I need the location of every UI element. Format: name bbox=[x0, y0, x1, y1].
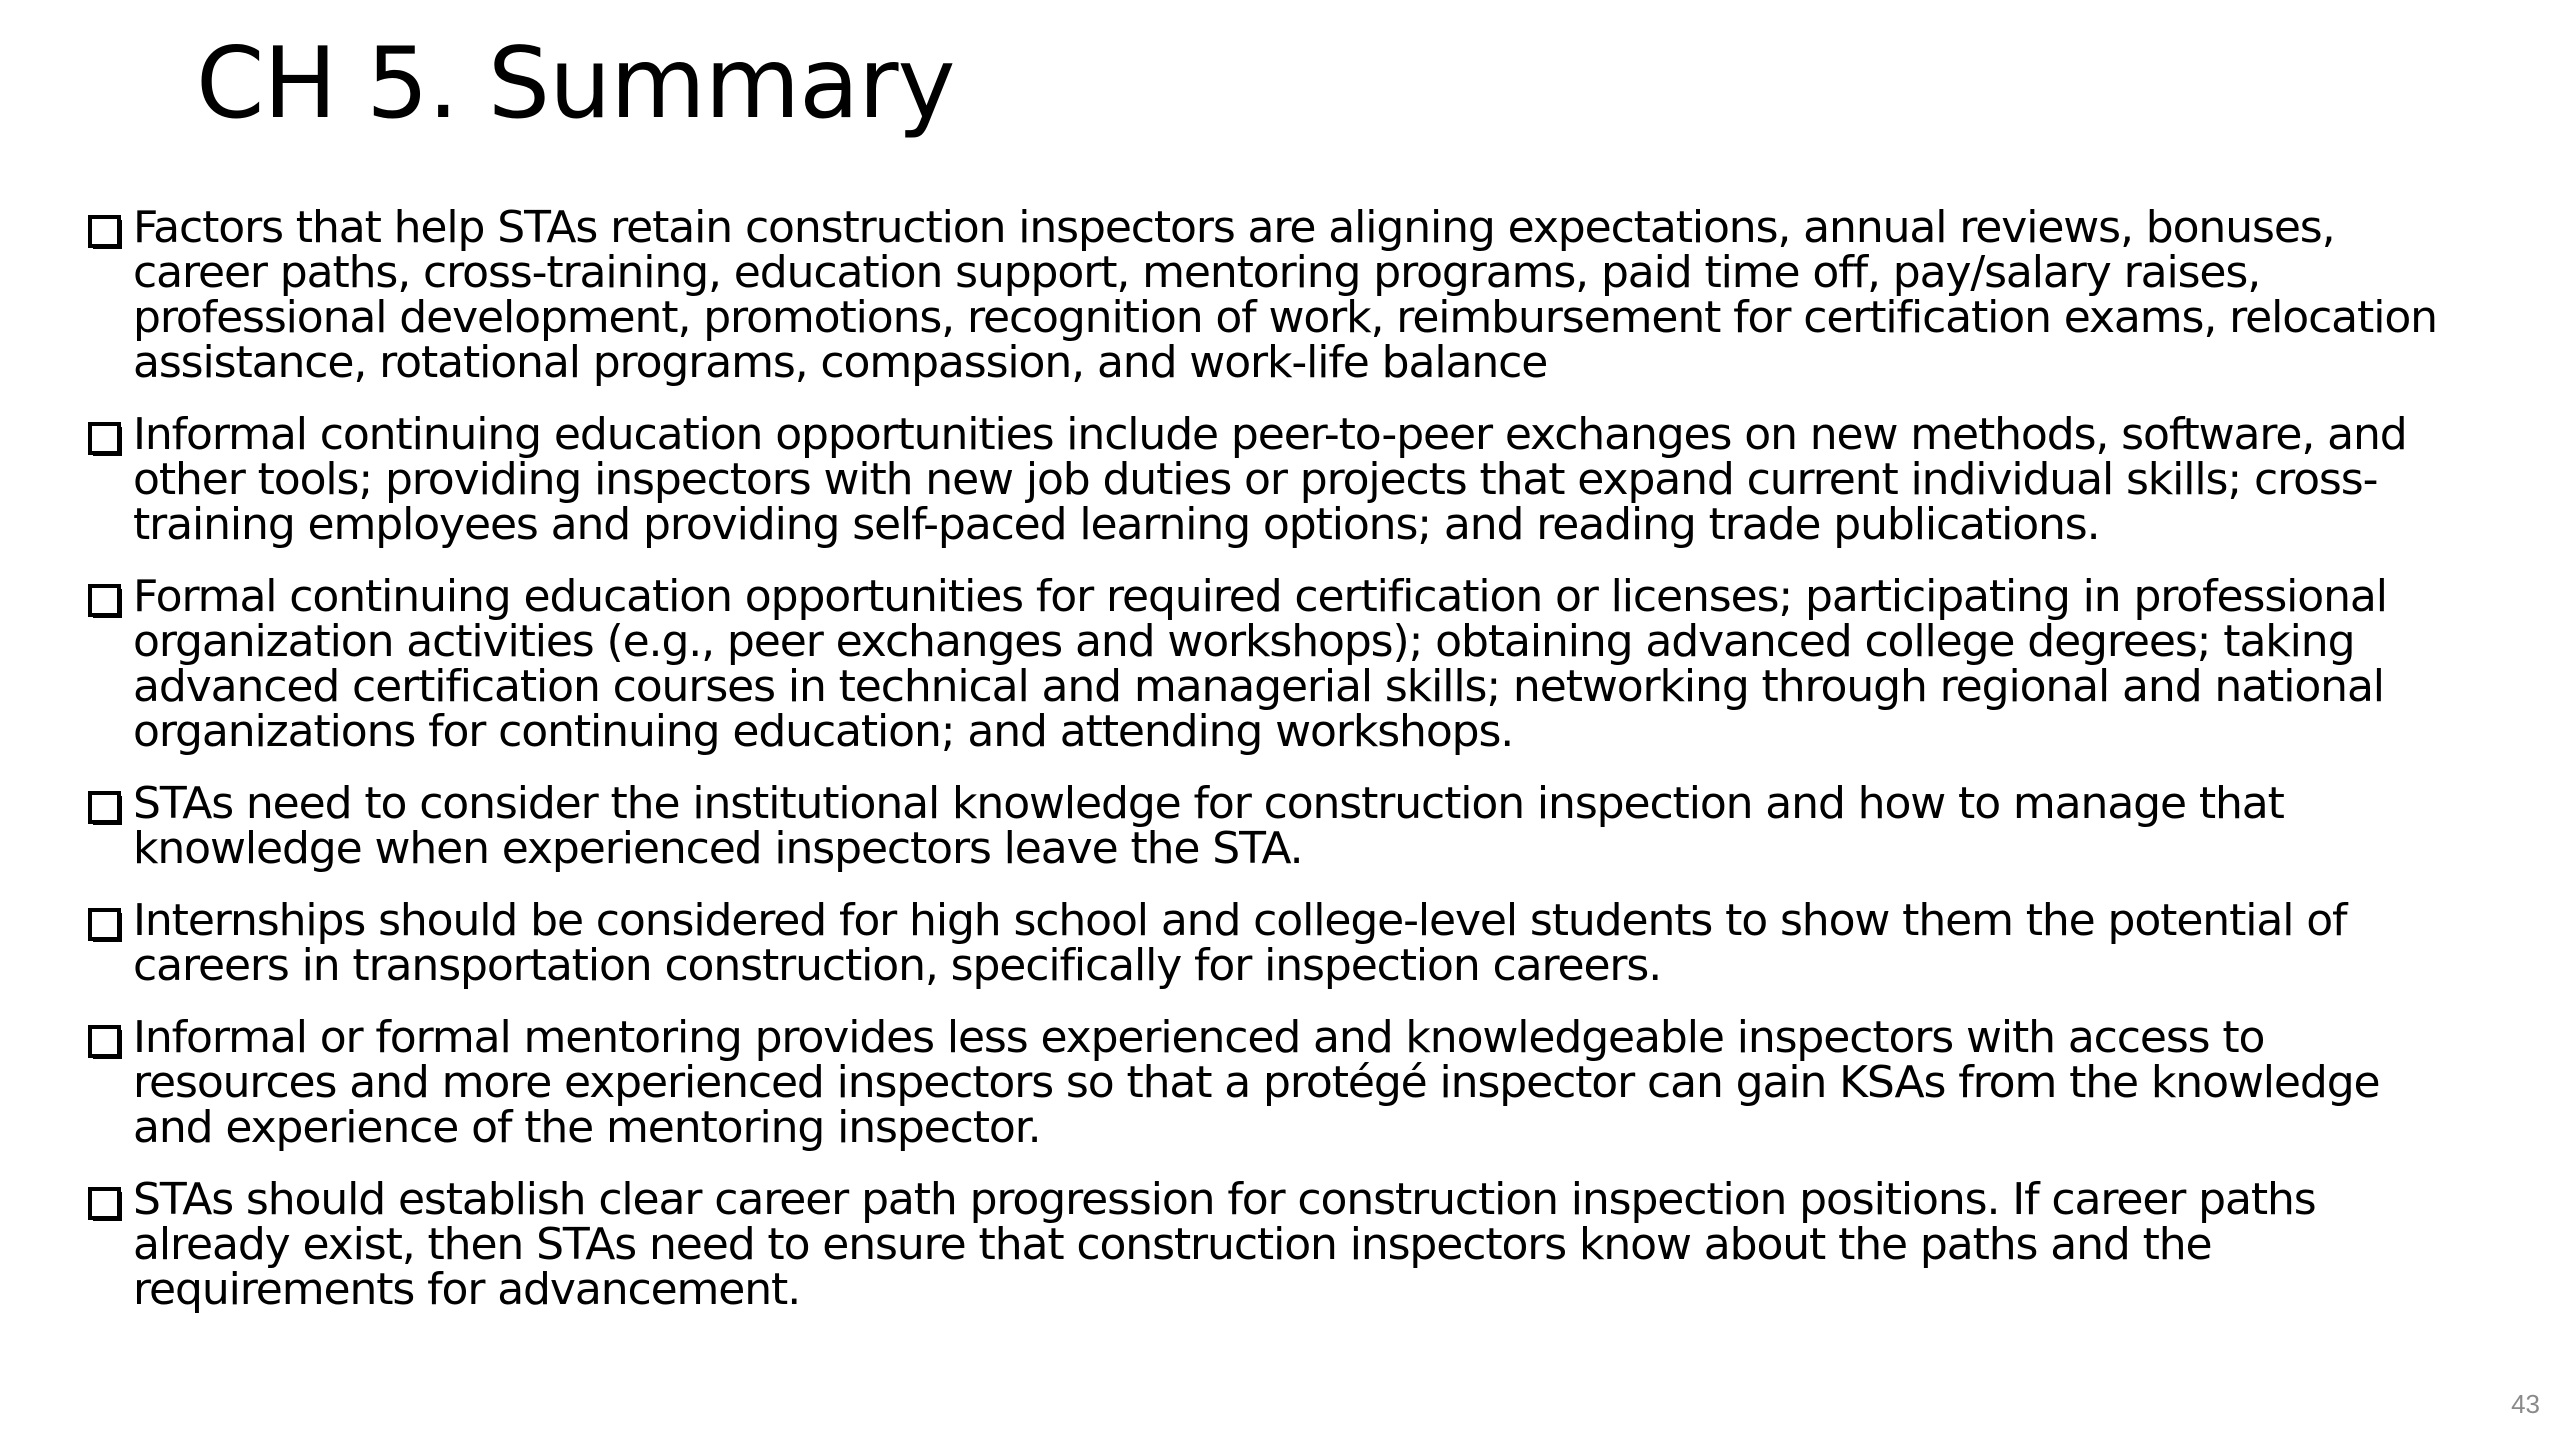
bullet-item bbox=[88, 202, 2458, 388]
hollow-box-bullet-icon bbox=[88, 422, 124, 458]
bullet-item bbox=[88, 409, 2458, 550]
bullet-item bbox=[88, 571, 2458, 757]
hollow-box-bullet-icon bbox=[88, 908, 124, 944]
hollow-box-bullet-icon bbox=[88, 584, 124, 620]
page-number: 43 bbox=[2511, 1389, 2540, 1419]
bullet-item bbox=[88, 1174, 2458, 1315]
bullet-text: Informal continuing education opportunities include peer-to-peer exchanges on new methods, software, and other tools; providing inspectors with new job duties or projects that expand current individual skills; cross-training employees and providing self-paced learning options; and reading trade publications. bbox=[133, 409, 2407, 550]
hollow-box-bullet-icon bbox=[88, 791, 124, 827]
bullet-text: Formal continuing education opportunities for required certification or licenses; participating in professional organization activities (e.g., peer exchanges and workshops); obtaining advanced college degrees; taking advanced certification courses in technical and managerial skills; networking through regional and national organizations for continuing education; and attending workshops. bbox=[133, 571, 2387, 757]
bullet-item bbox=[88, 895, 2458, 991]
slide-title: CH 5. Summary bbox=[196, 27, 955, 141]
bullet-text: Informal or formal mentoring provides less experienced and knowledgeable inspectors with access to resources and more experienced inspectors so that a protégé inspector can gain KSAs from the knowledge and experience of the mentoring inspector. bbox=[133, 1012, 2380, 1153]
bullet-text: STAs should establish clear career path progression for construction inspection positions. If career paths already exist, then STAs need to ensure that construction inspectors know about the paths and the requirements for advancement. bbox=[133, 1174, 2316, 1315]
bullet-list bbox=[88, 202, 2458, 1339]
hollow-box-bullet-icon bbox=[88, 215, 124, 251]
hollow-box-bullet-icon bbox=[88, 1025, 124, 1061]
bullet-item bbox=[88, 1012, 2458, 1153]
hollow-box-bullet-icon bbox=[88, 1187, 124, 1223]
bullet-text: Factors that help STAs retain construction inspectors are aligning expectations, annual reviews, bonuses, career paths, cross-training, education support, mentoring programs, paid time off, pay/salary raises, professional development, promotions, recognition of work, reimbursement for certification exams, relocation assistance, rotational programs, compassion, and work-life balance bbox=[133, 202, 2437, 388]
bullet-item bbox=[88, 778, 2458, 874]
bullet-text: STAs need to consider the institutional knowledge for construction inspection and how to manage that knowledge when experienced inspectors leave the STA. bbox=[133, 778, 2284, 874]
bullet-text: Internships should be considered for high school and college-level students to show them the potential of careers in transportation construction, specifically for inspection careers. bbox=[133, 895, 2347, 991]
